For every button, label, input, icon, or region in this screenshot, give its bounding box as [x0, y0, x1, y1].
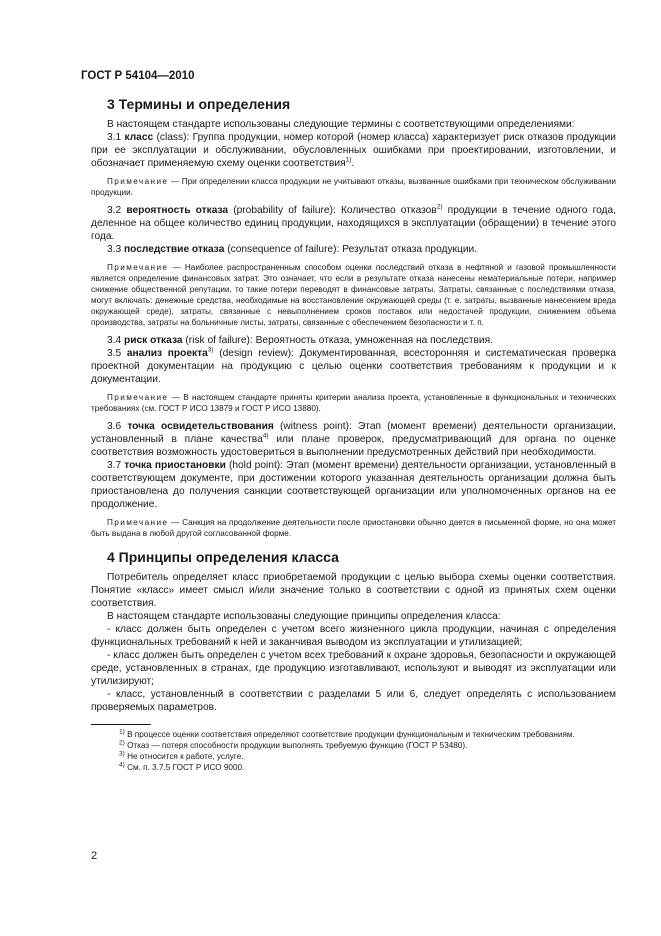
- principle-item-2: - класс должен быть определен с учетом всех требований к охране здоровья, безопасности и окружающей среде, установленных в странах, где продукцию изготавливают, используют и выводят из эксплуатации или утилизируют;: [91, 650, 616, 687]
- term-3-2: 3.2 вероятность отказа (probability of failure): Количество отказов$^{2)}$ продукции в течение одного года, деленное на общее количество единиц продукции, находящихся в эксплуатации (обращении) в течение этого года.: [91, 203, 616, 242]
- footnote-divider: [91, 724, 151, 725]
- page-content: [91, 96, 616, 773]
- term-3-6: 3.6 точка освидетельствования (witness point): Этап (момент времени) деятельности организации, установленный в плане качества$^{4)}$ или плане проверок, предусматривающий для органа по оценке соответствия возможность удостовериться в выполнении предусмотренных действий при необходимости.: [91, 421, 616, 458]
- term-3-1: 3.1 класс (class): Группа продукции, номер которой (номер класса) характеризует риск отказов продукции при ее эксплуатации и обслуживании, обусловленных ошибками при проектировании, изготовлении, и обозначает применяемую схему оценки соответствия$^{1)}$.: [91, 132, 616, 169]
- section-3-intro: В настоящем стандарте использованы следующие термины с соответствующими определениями:: [107, 119, 575, 130]
- footnote-4: $^{4)}$ См. п. 3.7.5 ГОСТ Р ИСО 9000.: [119, 761, 245, 772]
- principle-item-1: - класс должен быть определен с учетом всего жизненного цикла продукции, начиная с определения функциональных требований к ней и заканчивая выводом из эксплуатации и утилизацией;: [91, 624, 616, 648]
- section-4-paragraph-1: Потребитель определяет класс приобретаемой продукции с целью выбора схемы оценки соответствия. Понятие «класс» имеет смысл и/или значение только в соответствии с одной из принятых схем оценки соответствия.: [91, 572, 616, 609]
- note-3: Примечание — В настоящем стандарте приняты критерии анализа проекта, установленные в функциональных и технических требованиях (см. ГОСТ Р ИСО 13879 и ГОСТ Р ИСО 13880).: [91, 393, 617, 413]
- term-3-5: 3.5 анализ проекта$^{3)}$ (design review): Документированная, всесторонняя и систематическая проверка проектной документации на продукцию с целью оценки соответствия требованиям к продукции и к документации.: [91, 346, 616, 385]
- footnote-3: $^{3)}$ Не относится к работе, услуге.: [119, 750, 244, 761]
- document-id: ГОСТ Р 54104—2010: [81, 70, 195, 82]
- term-3-3: 3.3 последствие отказа (consequence of failure): Результат отказа продукции.: [107, 244, 478, 255]
- note-4: Примечание — Санкция на продолжение деятельности после приостановки обычно дается в письменной форме, но она может быть выдана в любой другой согласованной форме.: [91, 518, 616, 538]
- section-4-title: 4 Принципы определения класса: [107, 549, 339, 565]
- note-1: Примечание — При определении класса продукции не учитывают отказы, вызванные ошибками при техническом обслуживании продукции.: [91, 177, 617, 197]
- section-3-title: 3 Термины и определения: [107, 96, 291, 112]
- footnote-1: $^{1)}$ В процессе оценки соответствия определяют соответствие продукции функциональным и техническим требованиям.: [119, 728, 575, 739]
- note-2: Примечание — Наиболее распространенным способом оценки последствий отказа в нефтяной и газовой промышленности является определение финансовых затрат. Это означает, что если в результате отказа нанесены нематериальные потери, например снижение общественной репутации, то такие потери переводят в финансовые затраты. Затраты, связанные с последствиями отказа, могут включать: денежные средства, необходимые на восстановление окружающей среды (т. е. затраты, вызванные нанесением вреда окружающей среде), затраты, связанные с невыполнением сроков поставок или недостачей продукции, снижением объема производства, затраты на больничные листы, затраты, связанные с обеспечением безопасности и т. п.: [91, 263, 616, 327]
- footnote-2: $^{2)}$ Отказ — потеря способности продукции выполнять требуемую функцию (ГОСТ Р 53480).: [119, 739, 468, 750]
- principle-item-3: - класс, установленный в соответствии с разделами 5 или 6, следует определять с использованием проверяемых параметров.: [91, 689, 616, 713]
- page-number: 2: [91, 850, 98, 862]
- term-3-7: 3.7 точка приостановки (hold point): Этап (момент времени) деятельности организации, установленный в соответствующем документе, при достижении которого указанная деятельность организации должна быть приостановлена до получения санкции соответствующей организации или уполномоченных органов на ее продолжение.: [91, 460, 616, 510]
- section-4-paragraph-2: В настоящем стандарте использованы следующие принципы определения класса:: [107, 611, 501, 622]
- term-3-4: 3.4 риск отказа (risk of failure): Вероятность отказа, умноженная на последствия.: [107, 335, 493, 346]
